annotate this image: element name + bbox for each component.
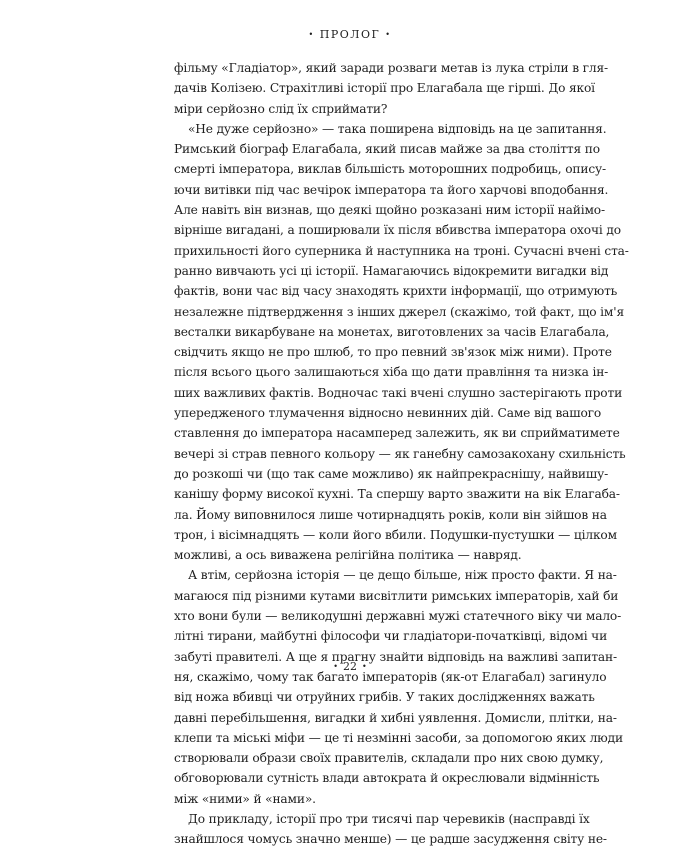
text-line: літні тирани, майбутні філософи чи гладіатори-початківці, відомі чи	[174, 629, 608, 644]
footer-ornament-left: •	[333, 662, 338, 671]
text-line: ранно вивчають усі ці історії. Намагаючись відокремити вигадки від	[174, 263, 609, 278]
text-line: до розкоші чи (що так саме можливо) як найпрекраснішу, найвишу-	[174, 466, 609, 481]
text-line: клепи та міські міфи — це ті незмінні засоби, за допомогою яких люди	[174, 730, 623, 745]
chapter-title: ПРОЛОГ	[319, 28, 381, 41]
text-line: весталки викарбуване на монетах, виготовлених за часів Елагабала,	[174, 324, 610, 339]
text-line: ших важливих фактів. Водночас такі вчені слушно застерігають проти	[174, 385, 623, 400]
text-line: канішу форму високої кухні. Та спершу варто зважити на вік Елагаба-	[174, 487, 620, 502]
header-ornament-right: •	[385, 30, 392, 39]
text-line: ючи витівки під час вечірок імператора та його харчові вподобання.	[174, 182, 609, 197]
text-line: обговорювали сутність влади автократа й окреслювали відмінність	[174, 771, 600, 786]
text-line: знайшлося чомусь значно менше) — це радше засудження світу не-	[174, 832, 607, 847]
text-line: Римський біограф Елагабала, який писав майже за два століття по	[174, 142, 600, 157]
text-line: дачів Колізею. Страхітливі історії про Елагабала ще гірші. До якої	[174, 81, 595, 96]
text-line: упередженого тлумачення відносно невинних дій. Саме від вашого	[174, 406, 602, 421]
text-line: незалежне підтвердження з інших джерел (скажімо, той факт, що ім'я	[174, 304, 624, 319]
text-line: можливі, а ось виважена релігійна політика — навряд.	[174, 548, 522, 563]
running-header	[0, 28, 700, 42]
text-line: смерті імператора, виклав більшість моторошних подробиць, опису-	[174, 162, 607, 177]
text-line: Але навіть він визнав, що деякі щойно розказані ним історії найімо-	[174, 203, 605, 218]
text-line: давні перебільшення, вигадки й хибні уявлення. Домисли, плітки, на-	[174, 710, 617, 725]
page-footer	[0, 660, 700, 674]
text-line: створювали образи своїх правителів, складали про них свою думку,	[174, 751, 604, 766]
text-line: вірніше вигадані, а поширювали їх після вбивства імператора охочі до	[174, 223, 621, 238]
text-line: міри серйозно слід їх сприймати?	[174, 101, 388, 116]
page-number: 22	[343, 660, 357, 673]
text-line: між «ними» й «нами».	[174, 791, 316, 806]
text-line: після всього цього залишаються хіба що дати правління та низка ін-	[174, 365, 609, 380]
footer-ornament-right: •	[362, 662, 367, 671]
text-line: трон, і вісімнадцять — коли його вбили. Подушки-пустушки — цілком	[174, 527, 617, 542]
text-line: фактів, вони час від часу знаходять крихти інформації, що отримують	[174, 284, 618, 299]
text-line: прихильності його суперника й наступника на троні. Сучасні вчені ста-	[174, 243, 629, 258]
text-line: ня, скажімо, чому так багато імператорів (як-от Елагабал) загинуло	[174, 669, 607, 684]
text-line: свідчить якщо не про шлюб, то про певний зв'язок між ними). Проте	[174, 345, 612, 360]
body-text	[174, 58, 629, 850]
text-line: від ножа вбивці чи отруйних грибів. У таких дослідженнях важать	[174, 690, 595, 705]
text-line: ставлення до імператора насамперед залежить, як ви сприйматимете	[174, 426, 620, 441]
text-line: До прикладу, історії про три тисячі пар черевиків (насправді їх	[188, 811, 590, 826]
text-line: магаюся під різними кутами висвітлити римських імператорів, хай би	[174, 588, 619, 603]
header-ornament-left: •	[308, 30, 315, 39]
text-line: вечері зі страв певного кольору — як ганебну самозакохану схильність	[174, 446, 626, 461]
text-line: А втім, серйозна історія — це дещо більше, ніж просто факти. Я на-	[188, 568, 617, 583]
text-line: хто вони були — великодушні державні мужі статечного віку чи мало-	[174, 609, 622, 624]
text-line: «Не дуже серйозно» — така поширена відповідь на це запитання.	[188, 121, 607, 136]
text-line: фільму «Гладіатор», який заради розваги метав із лука стріли в гля-	[174, 61, 608, 75]
text-line: ла. Йому виповнилося лише чотирнадцять років, коли він зійшов на	[174, 507, 607, 522]
text-line: забуті правителі. А ще я прагну знайти відповідь на важливі запитан-	[174, 649, 617, 664]
